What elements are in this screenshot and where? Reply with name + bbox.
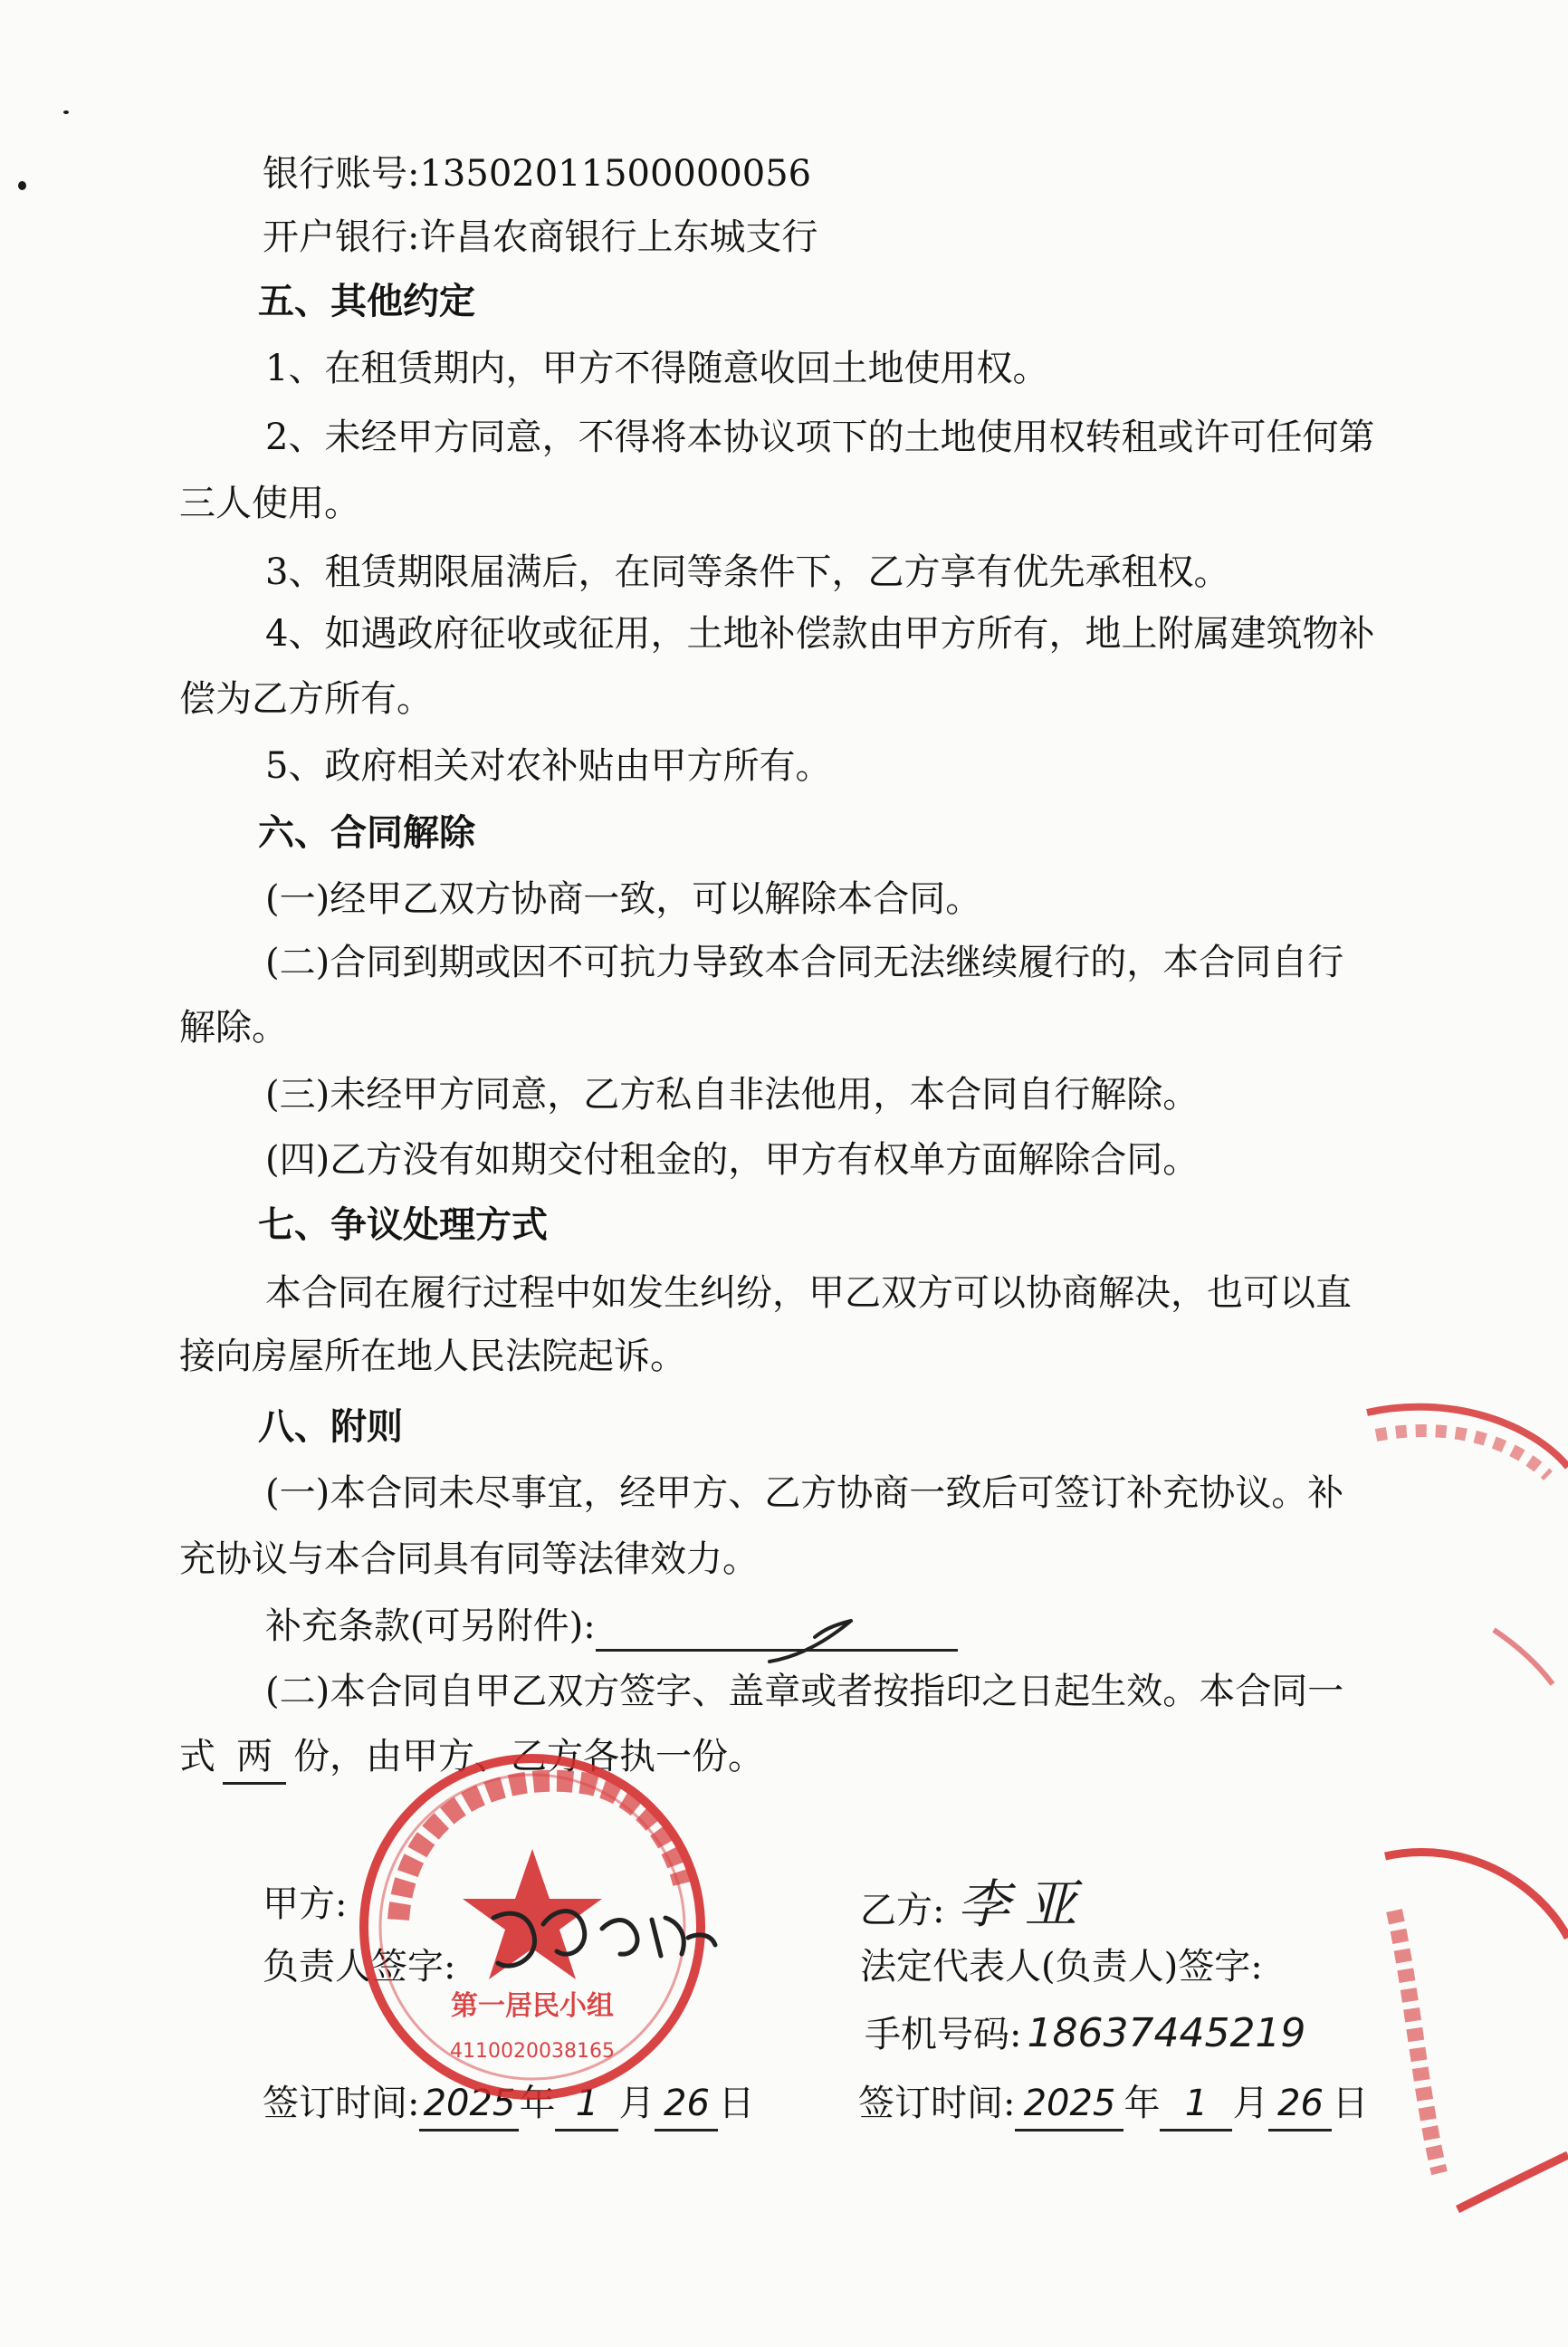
party-b-rep-label: 法定代表人(负责人)签字:	[860, 1946, 1263, 1988]
party-a-year: 2025	[419, 2078, 519, 2131]
scan-speck	[18, 181, 26, 190]
party-b-month-unit: 月	[1232, 2083, 1269, 2124]
section7-item: 本合同在履行过程中如发生纠纷，甲乙双方可以协商解决，也可以直	[265, 1272, 1352, 1314]
party-a-day-unit: 日	[718, 2083, 755, 2124]
party-b-day-unit: 日	[1332, 2083, 1369, 2124]
seal-inner-text: 第一居民小组	[451, 1990, 614, 2022]
section5-item: 4、如遇政府征收或征用，土地补偿款由甲方所有，地上附属建筑物补	[265, 613, 1375, 655]
section6-item: (四)乙方没有如期交付租金的，甲方有权单方面解除合同。	[265, 1139, 1200, 1181]
party-a-year-unit: 年	[519, 2083, 556, 2124]
supplement-blank	[596, 1607, 958, 1652]
supplement-label: 补充条款(可另附件):	[265, 1605, 596, 1647]
party-b-month: 1	[1160, 2078, 1232, 2131]
section5-heading: 五、其他约定	[258, 281, 475, 322]
bank-account-line: 银行账号:13502011500000056	[263, 153, 812, 195]
bank-name-line: 开户银行:许昌农商银行上东城支行	[263, 216, 818, 258]
copies-field: 两	[223, 1731, 286, 1785]
party-b-label: 乙方:	[860, 1890, 945, 1931]
section7-heading: 七、争议处理方式	[258, 1204, 548, 1246]
section8-item: 充协议与本合同具有同等法律效力。	[179, 1538, 759, 1580]
section5-item: 2、未经甲方同意，不得将本协议项下的土地使用权转租或许可任何第	[265, 417, 1375, 458]
party-b-date-line	[858, 2078, 1568, 2131]
party-b-signature: 李亚	[957, 1873, 1092, 1935]
section6-item: 解除。	[179, 1007, 288, 1049]
clause2-suffix: 份，由甲方、乙方各执一份。	[293, 1736, 764, 1777]
section5-item: 5、政府相关对农补贴由甲方所有。	[265, 745, 832, 787]
party-a-month: 1	[555, 2078, 618, 2131]
section6-item: (一)经甲乙双方协商一致，可以解除本合同。	[265, 878, 982, 920]
clause2-prefix: 式	[179, 1736, 215, 1777]
section5-item: 三人使用。	[179, 483, 360, 524]
party-b-phone-label: 手机号码:	[865, 2014, 1022, 2055]
section6-heading: 六、合同解除	[258, 812, 475, 854]
section7-item: 接向房屋所在地人民法院起诉。	[179, 1336, 686, 1377]
section8-clause2-cont	[179, 1731, 1410, 1785]
party-b-year: 2025	[1015, 2078, 1123, 2131]
party-a-signer-label: 负责人签字:	[263, 1946, 456, 1988]
party-b-label-line	[860, 1873, 1568, 1936]
party-a-day: 26	[655, 2078, 718, 2131]
section8-item: (一)本合同未尽事宜，经甲方、乙方协商一致后可签订补充协议。补	[265, 1472, 1344, 1514]
party-b-date-label: 签订时间:	[858, 2083, 1016, 2124]
section6-item: (二)合同到期或因不可抗力导致本合同无法继续履行的，本合同自行	[265, 942, 1344, 983]
party-a-month-unit: 月	[618, 2083, 655, 2124]
section5-item: 3、租赁期限届满后，在同等条件下，乙方享有优先承租权。	[265, 551, 1230, 593]
scan-speck	[63, 110, 69, 114]
section6-item: (三)未经甲方同意，乙方私自非法他用，本合同自行解除。	[265, 1074, 1200, 1116]
party-b-day: 26	[1268, 2078, 1332, 2131]
section5-item: 1、在租赁期内，甲方不得随意收回土地使用权。	[265, 348, 1049, 389]
party-b-phone: 18637445219	[1027, 2010, 1306, 2056]
party-a-label: 甲方:	[263, 1883, 348, 1925]
section5-item: 偿为乙方所有。	[179, 678, 433, 720]
party-b-phone-line	[865, 2008, 1568, 2060]
supplement-line	[265, 1601, 1496, 1652]
party-a-date-label: 签订时间:	[263, 2083, 420, 2124]
section8-heading: 八、附则	[258, 1406, 403, 1448]
seal-number: 4110020038165	[450, 2040, 615, 2063]
section8-clause2: (二)本合同自甲乙双方签字、盖章或者按指印之日起生效。本合同一	[265, 1671, 1344, 1712]
party-b-year-unit: 年	[1123, 2083, 1161, 2124]
